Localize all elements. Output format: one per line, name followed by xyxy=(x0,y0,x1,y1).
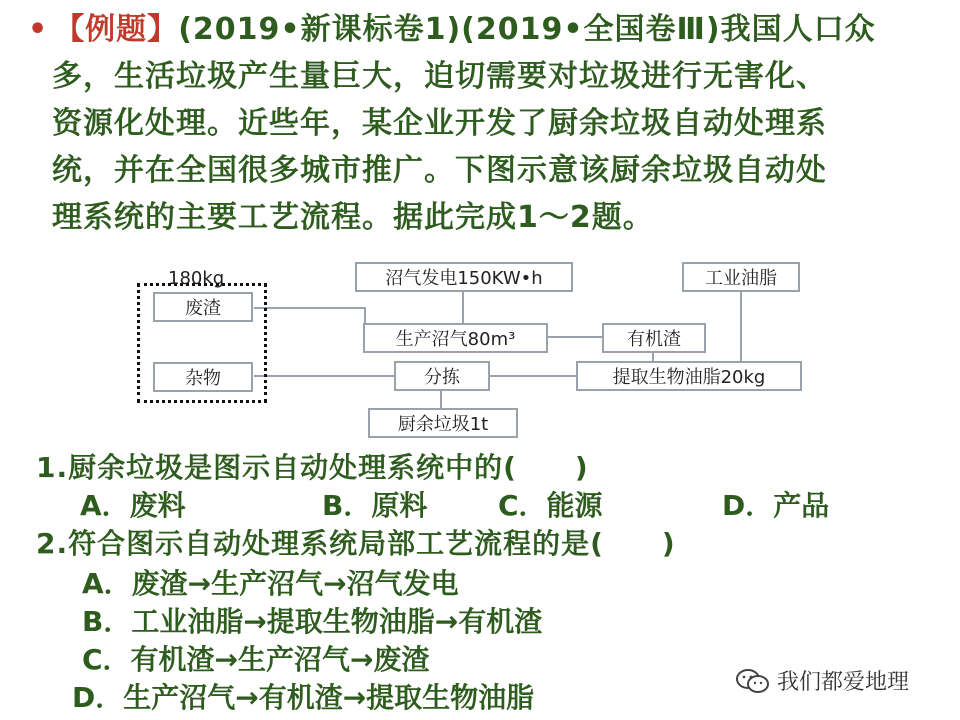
connector xyxy=(652,351,654,363)
kitchen-waste-box: 厨余垃圾1t xyxy=(368,408,518,438)
bullet: • xyxy=(28,12,49,47)
biogas-power-box: 沼气发电150KW•h xyxy=(355,262,573,292)
connector xyxy=(254,375,394,377)
intro-line-3: 资源化处理。近些年，某企业开发了厨余垃圾自动处理系 xyxy=(52,106,827,141)
organic-residue-box: 有机渣 xyxy=(602,323,706,353)
q2-option-b: B．工业油脂→提取生物油脂→有机渣 xyxy=(82,605,543,638)
connector xyxy=(254,307,366,309)
waste-residue-box: 废渣 xyxy=(153,292,253,322)
intro-line-4: 统，并在全国很多城市推广。下图示意该厨余垃圾自动处 xyxy=(52,153,827,188)
bio-oil-box: 提取生物油脂20kg xyxy=(576,361,802,391)
connector xyxy=(462,290,464,326)
connector xyxy=(364,307,366,337)
connector xyxy=(740,290,742,364)
connector xyxy=(546,336,602,338)
q1-option-d: D．产品 xyxy=(722,489,830,522)
biogas-production-box: 生产沼气80m³ xyxy=(363,323,548,353)
question-2-stem: 2.符合图示自动处理系统局部工艺流程的是( ) xyxy=(36,527,676,560)
industrial-grease-box: 工业油脂 xyxy=(682,262,800,292)
intro-line-5: 理系统的主要工艺流程。据此完成1～2题。 xyxy=(52,200,654,235)
wechat-icon xyxy=(735,668,771,694)
question-1-stem: 1.厨余垃圾是图示自动处理系统中的( ) xyxy=(36,451,589,484)
connector xyxy=(440,389,442,409)
q1-option-c: C．能源 xyxy=(498,489,603,522)
watermark-text: 我们都爱地理 xyxy=(777,670,910,695)
intro-line-1: (2019•新课标卷1)(2019•全国卷Ⅲ)我国人口众 xyxy=(178,12,876,47)
watermark xyxy=(735,665,909,696)
q1-option-a: A．废料 xyxy=(80,489,186,522)
intro-line-2: 多，生活垃圾产生量巨大，迫切需要对垃圾进行无害化、 xyxy=(52,59,827,94)
intro-paragraph xyxy=(28,6,928,241)
dashed-group-frame xyxy=(137,283,267,403)
q2-option-c: C．有机渣→生产沼气→废渣 xyxy=(82,643,430,676)
q1-option-b: B．原料 xyxy=(322,489,428,522)
sorting-box: 分拣 xyxy=(394,361,490,391)
q2-option-a: A．废渣→生产沼气→沼气发电 xyxy=(82,567,459,600)
q2-option-d: D．生产沼气→有机渣→提取生物油脂 xyxy=(72,681,535,714)
example-tag: 【例题】 xyxy=(54,12,179,47)
top-weight-label: 180kg xyxy=(168,268,225,289)
connector xyxy=(490,375,576,377)
impurities-box: 杂物 xyxy=(153,362,253,392)
